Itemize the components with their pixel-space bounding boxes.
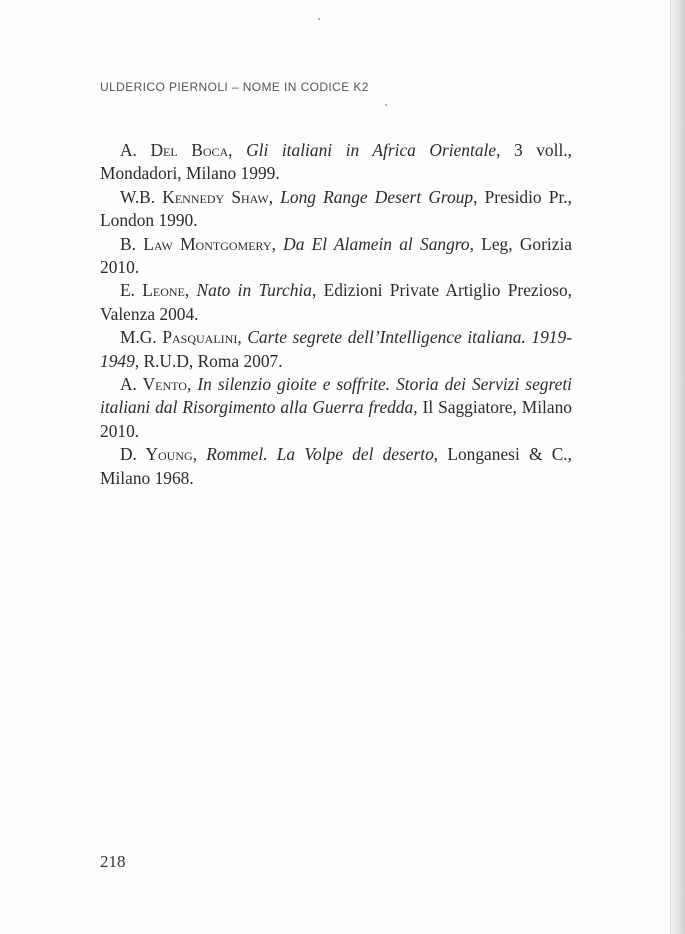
entry-publication: , R.U.D, Roma 2007. [134,350,283,371]
entry-separator: , [271,233,284,254]
bibliography-entry [100,186,572,233]
entry-separator: , [186,374,198,395]
entry-title: Gli italiani in Africa Orientale [246,140,497,160]
bibliography-entry [100,373,572,443]
entry-author: E. Leone [120,280,185,301]
entry-title: Long Range Desert Group [280,186,474,207]
entry-separator: , [228,140,247,160]
entry-separator: , [184,280,197,301]
entry-separator: , [237,327,248,348]
entry-author: A. Vento [120,374,187,395]
bibliography-entry [100,279,572,326]
entry-publication: , Presidio Pr., London 1990. [100,186,572,231]
scan-speck [318,18,320,20]
entry-publication: , 3 voll., Mondadori, Milano 1999. [100,140,572,184]
entry-separator: , [192,444,207,465]
entry-author: B. Law Montgomery [120,233,272,254]
entry-title: In silenzio gioite e soffrite. Storia dei Servizi segreti italiani dal Risorgimento alla Guerra fredda [100,374,572,418]
bibliography-list [100,139,572,490]
page-number: 218 [100,852,126,871]
page-edge-shadow [670,0,685,934]
scan-speck [385,104,387,106]
running-head: ULDERICO PIERNOLI – NOME IN CODICE K2 [100,80,369,94]
entry-title: Nato in Turchia [196,280,312,301]
entry-author: A. Del Boca [120,140,229,160]
bibliography-entry [100,326,572,373]
entry-author: M.G. Pasqualini [120,327,238,348]
entry-publication: , Longanesi & C., Milano 1968. [100,444,572,488]
bibliography-entry [100,139,572,186]
entry-publication: , Edizioni Private Artiglio Prezioso, Valenza 2004. [100,280,572,324]
entry-title: Rommel. La Volpe del deserto [206,444,434,465]
entry-title: Da El Alamein al Sangro [283,233,470,254]
entry-author: W.B. Kennedy Shaw [120,186,269,207]
bibliography-entry [100,443,572,490]
bibliography-entry [100,233,572,280]
entry-publication: , Il Saggiatore, Milano 2010. [100,397,572,441]
entry-separator: , [268,186,281,207]
entry-title: Carte segrete dell’Intelligence italiana. 1919-1949 [100,327,572,371]
entry-publication: , Leg, Gorizia 2010. [100,233,572,278]
entry-author: D. Young [120,444,193,465]
